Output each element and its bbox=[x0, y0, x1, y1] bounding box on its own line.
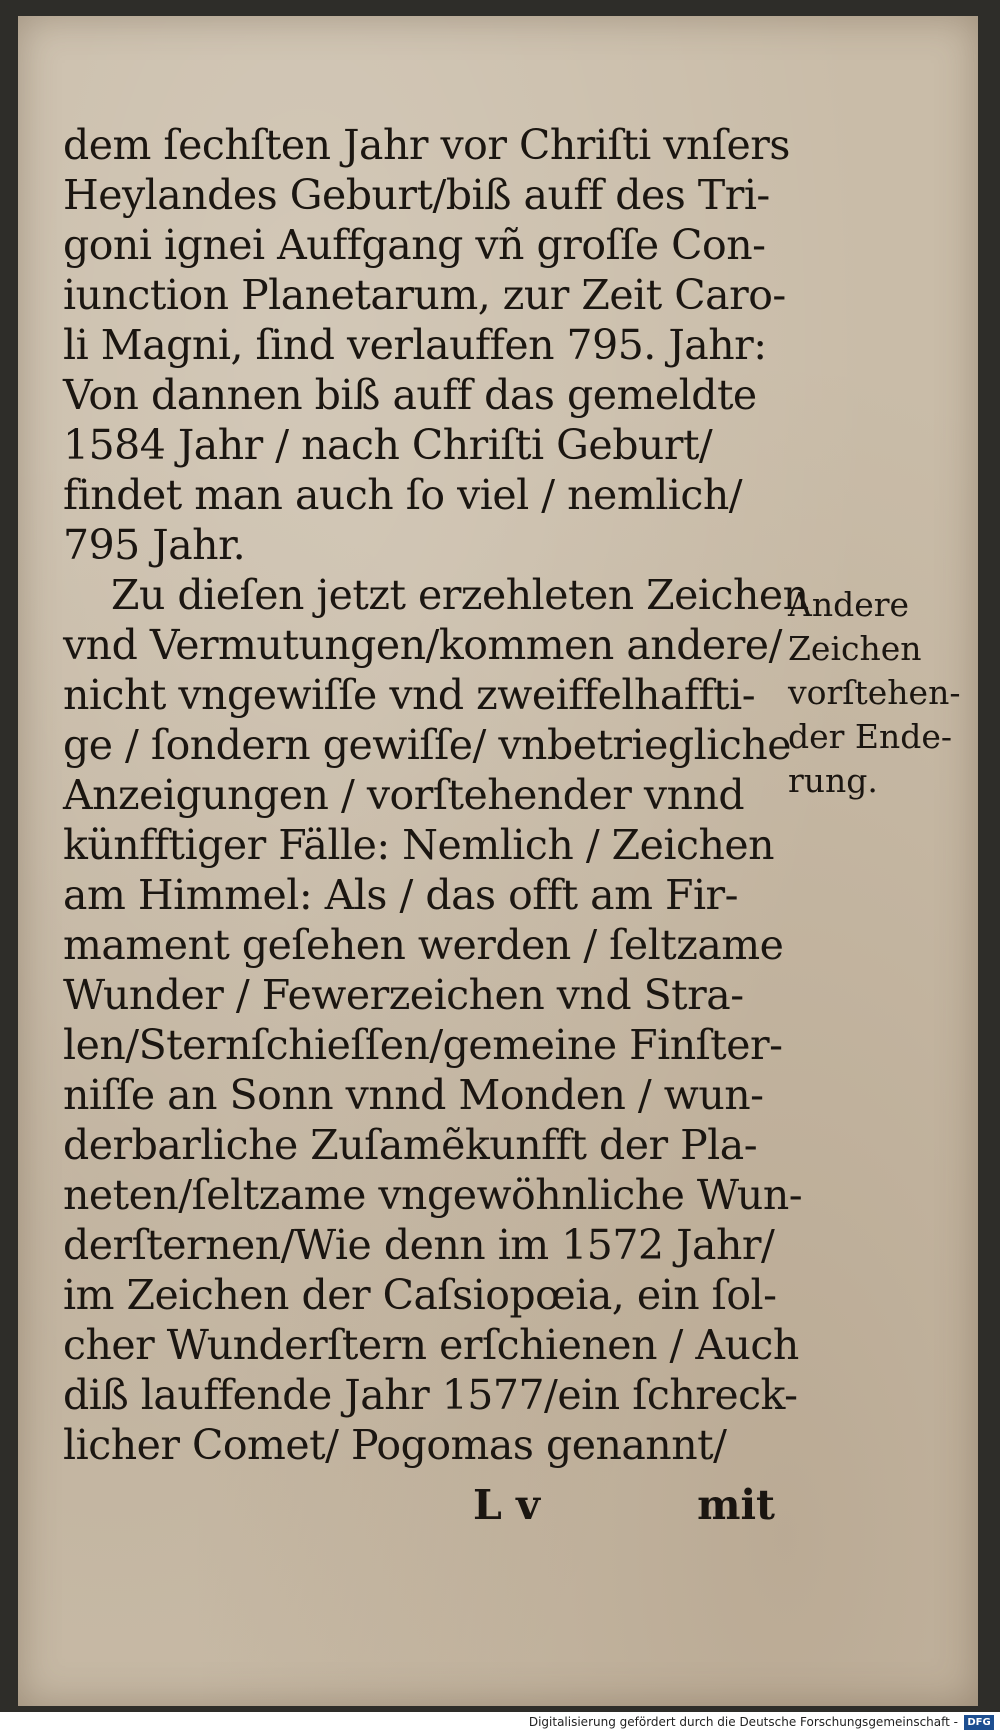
text-line: am Himmel: Als / das offt am Fir- bbox=[63, 871, 739, 919]
text-line: li Magni, ſind verlauffen 795. Jahr: bbox=[63, 321, 767, 369]
text-line: im Zeichen der Caſsiopœia, ein ſol- bbox=[63, 1271, 777, 1319]
text-line: licher Comet/ Pogomas genannt/ bbox=[63, 1421, 727, 1469]
text-line: findet man auch ſo viel / nemlich/ bbox=[63, 471, 743, 519]
marginal-note-line: der Ende- bbox=[788, 717, 953, 756]
text-line: len/Sternſchieſſen/gemeine Finſter- bbox=[63, 1021, 783, 1069]
marginal-note-line: rung. bbox=[788, 761, 878, 800]
dfg-logo-icon: DFG bbox=[964, 1715, 994, 1730]
text-line: diß lauffende Jahr 1577/ein ſchreck- bbox=[63, 1371, 798, 1419]
text-line: cher Wunderſtern erſchienen / Auch bbox=[63, 1321, 799, 1369]
text-line: niſſe an Sonn vnnd Monden / wun- bbox=[63, 1071, 764, 1119]
marginal-note-line: Andere bbox=[788, 585, 910, 624]
text-line: vnd Vermutungen/kommen andere/ bbox=[63, 621, 782, 669]
marginal-note-line: Zeichen bbox=[788, 629, 922, 668]
book-page bbox=[18, 16, 978, 1706]
marginal-note-line: vorſtehen- bbox=[788, 673, 961, 712]
marginal-note bbox=[788, 583, 961, 803]
text-line: 795 Jahr. bbox=[63, 521, 246, 569]
text-line: Von dannen biß auff das gemeldte bbox=[63, 371, 757, 419]
text-line: Heylandes Geburt/biß auff des Tri- bbox=[63, 171, 770, 219]
text-line: derbarliche Zuſamẽkunfft der Pla- bbox=[63, 1121, 758, 1169]
signature-mark: L v bbox=[473, 1481, 540, 1529]
text-line: nicht vngewiſſe vnd zweiffelhaffti- bbox=[63, 671, 756, 719]
text-line: Wunder / Fewerzeichen vnd Stra- bbox=[63, 971, 744, 1019]
credit-text: Digitalisierung gefördert durch die Deutsche Forschungsgemeinschaft - bbox=[528, 1715, 958, 1729]
text-line: ge / ſondern gewiſſe/ vnbetriegliche bbox=[63, 721, 792, 769]
digitization-credit-bar bbox=[0, 1712, 1000, 1734]
main-text-block bbox=[63, 120, 809, 1470]
text-line: künfftiger Fälle: Nemlich / Zeichen bbox=[63, 821, 775, 869]
text-line: dem ſechſten Jahr vor Chriſti vnſers bbox=[63, 121, 790, 169]
text-line: 1584 Jahr / nach Chriſti Geburt/ bbox=[63, 421, 713, 469]
text-line: goni ignei Auffgang vñ groſſe Con- bbox=[63, 221, 766, 269]
text-line: derſternen/Wie denn im 1572 Jahr/ bbox=[63, 1221, 775, 1269]
text-line-paragraph-start: Zu dieſen jetzt erzehleten Zeichen bbox=[111, 571, 809, 619]
catchword: mit bbox=[697, 1481, 775, 1529]
text-line: neten/ſeltzame vngewöhnliche Wun- bbox=[63, 1171, 803, 1219]
text-line: Anzeigungen / vorſtehender vnnd bbox=[63, 771, 745, 819]
text-line: iunction Planetarum, zur Zeit Caro- bbox=[63, 271, 786, 319]
page-footer bbox=[63, 1481, 775, 1541]
text-line: mament geſehen werden / ſeltzame bbox=[63, 921, 784, 969]
